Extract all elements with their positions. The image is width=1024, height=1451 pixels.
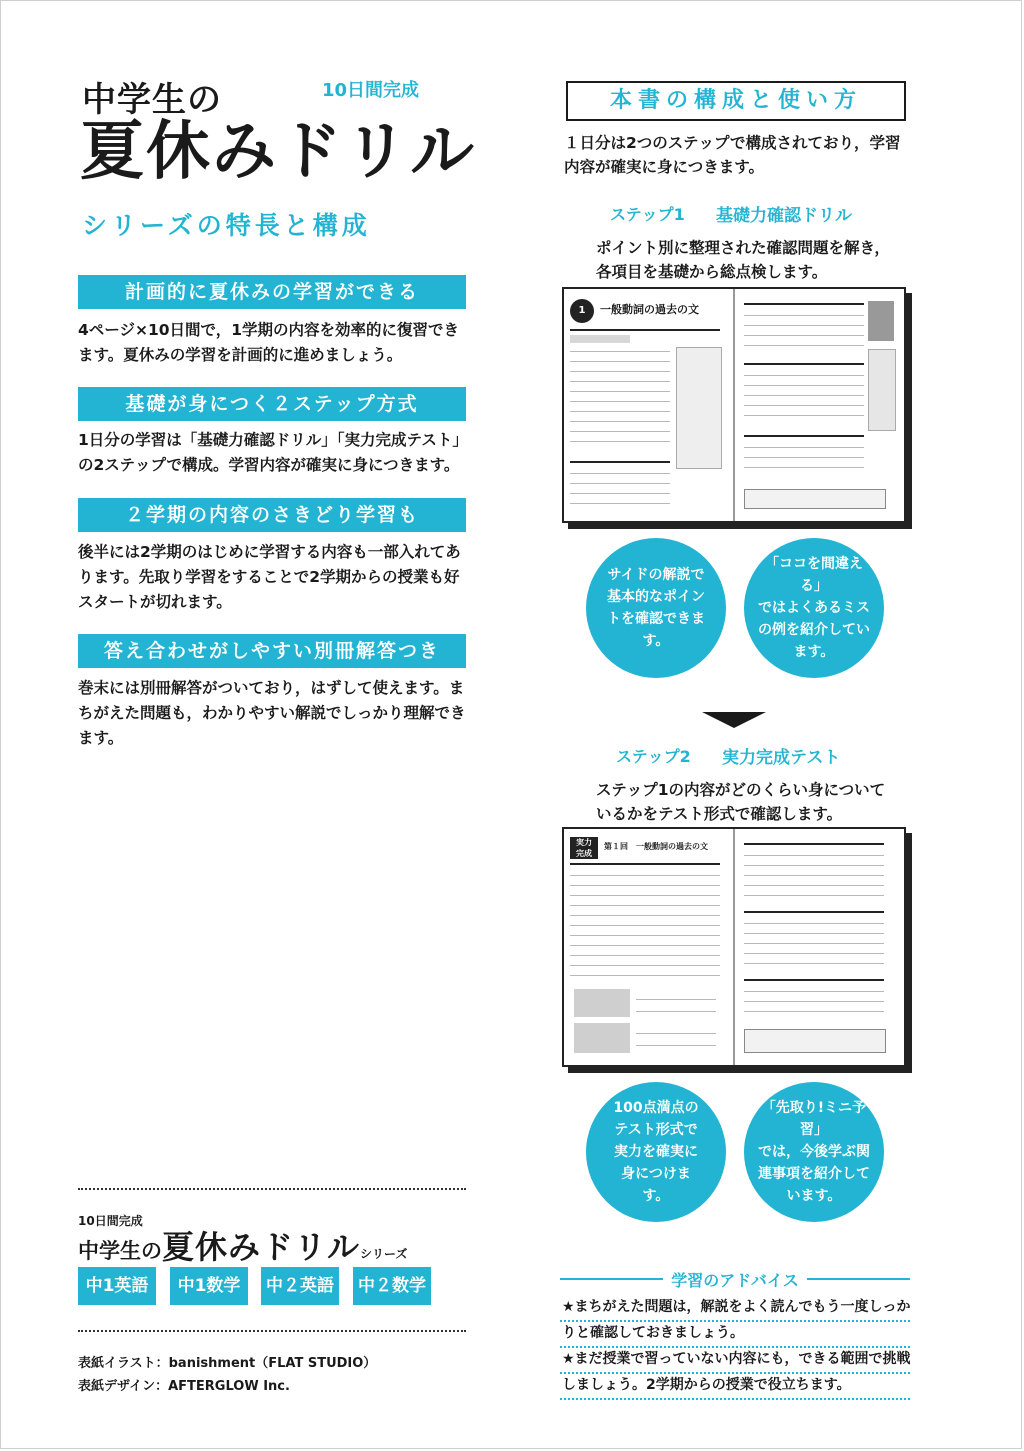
series-title [78, 1222, 407, 1268]
illustration [574, 989, 630, 1017]
rule [570, 473, 670, 474]
rule [636, 1033, 716, 1034]
step1-label: ステップ1 [610, 205, 685, 224]
feature-heading-3: ２学期の内容のさきどり学習も [78, 498, 466, 532]
step2-title: 実力完成テスト [722, 748, 841, 768]
rule [570, 401, 670, 402]
circle-content [755, 553, 873, 663]
feature-heading-1: 計画的に夏休みの学習ができる [78, 275, 466, 309]
step1-book-image [562, 287, 906, 523]
rule [744, 335, 864, 336]
rule [744, 405, 864, 406]
rule [570, 945, 720, 946]
circle-quote: 「先取り!ミニ予習」 [761, 1100, 867, 1138]
rule [570, 431, 670, 432]
test-badge: 実力 完成 [570, 837, 598, 859]
side-note [868, 349, 896, 431]
rule [744, 395, 864, 396]
rule [570, 863, 720, 865]
step2-page-title: 第１回 一般動詞の過去の文 [604, 842, 708, 851]
series-badge: 10日間完成 [78, 1214, 143, 1228]
rule [636, 1045, 716, 1046]
rule [744, 991, 884, 992]
rule [570, 371, 670, 372]
circle-text: サイドの解説で基本的なポイントを確認できます。 [607, 567, 705, 649]
rule [744, 885, 884, 886]
rule [570, 391, 670, 392]
rule [744, 303, 864, 305]
advice-title-text: 学習のアドバイス [663, 1271, 807, 1290]
rule [744, 375, 864, 376]
howto-intro: １日分は2つのステップで構成されており，学習内容が確実に身につきます。 [564, 134, 901, 176]
circle-content [755, 1097, 873, 1207]
subject-badge: 中1数学 [170, 1267, 248, 1305]
step2-circle-preview [744, 1082, 884, 1222]
advice-dotted-line [560, 1320, 910, 1322]
series-title-c: シリーズ [360, 1247, 408, 1261]
rule [744, 435, 864, 437]
rule [570, 965, 720, 966]
rule [744, 875, 884, 876]
series-title-a: 中学生の [78, 1239, 162, 1263]
page-title: 夏休みドリル [80, 115, 476, 189]
rule [744, 843, 884, 845]
rule [570, 935, 720, 936]
step2-circle-test [586, 1082, 726, 1222]
step1-circle-side-notes [586, 538, 726, 678]
down-arrow-icon [702, 712, 766, 728]
rule [744, 963, 884, 964]
step1-circle-mistakes [744, 538, 884, 678]
divider [78, 1330, 466, 1332]
series-subtitle: シリーズの特長と構成 [82, 211, 371, 240]
rule [570, 955, 720, 956]
rule [570, 421, 670, 422]
feature-heading-2: 基礎が身につく２ステップ方式 [78, 387, 466, 421]
rule [744, 1011, 884, 1012]
rule [570, 975, 720, 976]
rule [744, 923, 884, 924]
rule [744, 415, 864, 416]
circle-text: 100点満点のテスト形式で実力を確実に身につけます。 [613, 1100, 699, 1204]
rule [744, 943, 884, 944]
rule [570, 493, 670, 494]
step2-text: ステップ1の内容がどのくらい身についているかをテスト形式で確認します。 [596, 781, 886, 823]
mistake-box [744, 489, 886, 509]
rule [570, 361, 670, 362]
title-badge: 10日間完成 [322, 80, 420, 101]
advice-title [560, 1268, 910, 1291]
rule [570, 483, 670, 484]
series-title-b: 夏休みドリル [162, 1228, 361, 1266]
rule [570, 351, 670, 352]
rule [744, 467, 864, 468]
circle-quote: 「ココを間違える」 [765, 556, 863, 594]
rule [570, 875, 720, 876]
rule [570, 895, 720, 896]
rule [744, 325, 864, 326]
rule [744, 363, 864, 365]
step1-title: 基礎力確認ドリル [716, 206, 852, 226]
feature-text-4: 巻末には別冊解答がついており，はずして使えます。まちがえた問題も，わかりやすい解説でしっかり理解できます。 [78, 679, 466, 747]
rule [744, 447, 864, 448]
rule [744, 911, 884, 913]
rule [744, 385, 864, 386]
book-spine [733, 829, 735, 1065]
rule [570, 329, 720, 331]
advice-dotted-line [560, 1398, 910, 1400]
step1-text: ポイント別に整理された確認問題を解き，各項目を基礎から総点検します。 [596, 239, 890, 281]
subject-badge: 中1英語 [78, 1267, 156, 1305]
rule [636, 1011, 716, 1012]
advice-item-1: ★まちがえた問題は，解説をよく読んでもう一度しっかりと確認しておきましょう。 [562, 1299, 911, 1341]
credit-illust: 表紙イラスト：banishment（FLAT STUDIO） [78, 1356, 377, 1371]
side-image [868, 301, 894, 341]
rule [636, 999, 716, 1000]
credits [78, 1352, 376, 1398]
step1-page-title: 一般動詞の過去の文 [600, 303, 699, 316]
preview-box [744, 1029, 886, 1053]
feature-heading-4: 答え合わせがしやすい別冊解答つき [78, 634, 466, 668]
advice-dotted-line [560, 1372, 910, 1374]
feature-text-1: 4ページ×10日間で，1学期の内容を効率的に復習できます。夏休みの学習を計画的に進めましょう。 [78, 321, 460, 364]
rule [744, 855, 884, 856]
rule [744, 865, 884, 866]
rule [570, 441, 670, 442]
rule [744, 933, 884, 934]
rule [570, 461, 670, 463]
subject-badge: 中２英語 [261, 1267, 339, 1305]
rule [744, 979, 884, 981]
day-number-badge: 1 [570, 299, 594, 323]
feature-text-2: 1日分の学習は「基礎力確認ドリル」「実力完成テスト」の2ステップで構成。学習内容が確実に身につきます。 [78, 431, 468, 474]
subject-badge: 中２数学 [353, 1267, 431, 1305]
rule [744, 457, 864, 458]
step2-label: ステップ2 [616, 747, 691, 766]
circle-text: ではよくあるミスの例を紹介しています。 [758, 600, 870, 660]
howto-title: 本書の構成と使い方 [566, 81, 906, 121]
illustration [574, 1023, 630, 1053]
block [570, 335, 630, 343]
rule [570, 905, 720, 906]
feature-text-3: 後半には2学期のはじめに学習する内容も一部入れてあります。先取り学習をすることで2学期からの授業も好スタートが切れます。 [78, 543, 461, 611]
rule [744, 895, 884, 896]
rule [570, 885, 720, 886]
rule [744, 345, 864, 346]
rule [570, 503, 670, 504]
rule [570, 925, 720, 926]
advice-item-2: ★まだ授業で習っていない内容にも，できる範囲で挑戦しましょう。2学期からの授業で役立ちます。 [562, 1351, 911, 1393]
title-small: 中学生の [82, 80, 222, 120]
side-note [676, 347, 722, 469]
rule [744, 315, 864, 316]
rule [570, 915, 720, 916]
step2-book-image [562, 827, 906, 1067]
credit-design: 表紙デザイン：AFTERGLOW Inc. [78, 1379, 290, 1394]
rule [570, 381, 670, 382]
rule [744, 953, 884, 954]
rule [570, 411, 670, 412]
book-spine [733, 289, 735, 521]
circle-text: では，今後学ぶ関連事項を紹介しています。 [758, 1144, 870, 1204]
rule [744, 1001, 884, 1002]
divider [78, 1188, 466, 1190]
